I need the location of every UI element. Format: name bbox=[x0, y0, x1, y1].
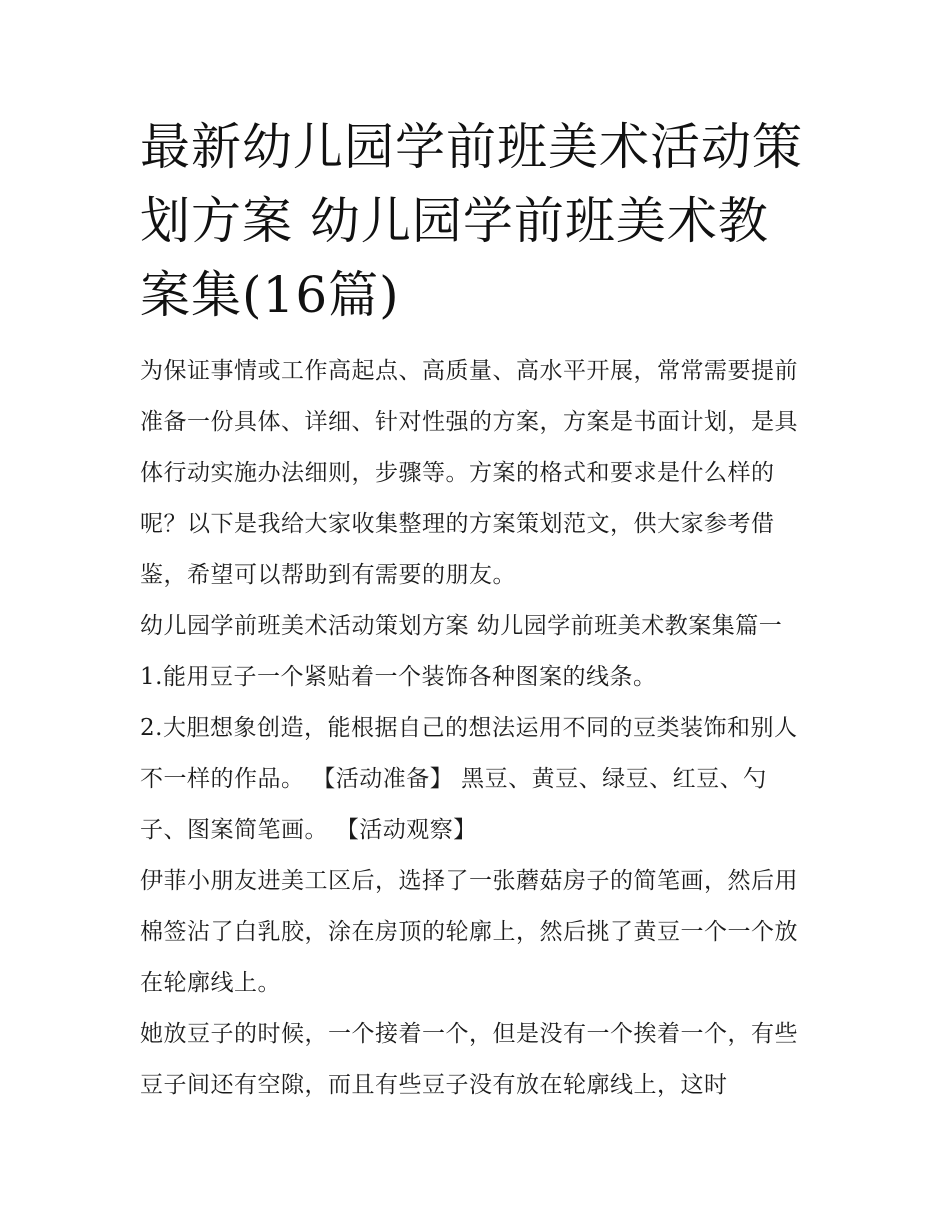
paragraph-section-heading: 幼儿园学前班美术活动策划方案 幼儿园学前班美术教案集篇一 1.能用豆子一个紧贴着一个装饰各种图案的线条。 bbox=[140, 613, 783, 690]
paragraph-goal-and-materials: 2.大胆想象创造，能根据自己的想法运用不同的豆类装饰和别人不一样的作品。 【活动准备】 黑豆、黄豆、绿豆、红豆、勺子、图案简笔画。 【活动观察】 bbox=[140, 715, 798, 843]
document-title: 最新幼儿园学前班美术活动策划方案 幼儿园学前班美术教案集(16篇) bbox=[140, 118, 803, 324]
paragraph-intro: 为保证事情或工作高起点、高质量、高水平开展，常常需要提前准备一份具体、详细、针对性强的方案，方案是书面计划，是具体行动实施办法细则，步骤等。方案的格式和要求是什么样的呢？以下是我给大家收集整理的方案策划范文，供大家参考借鉴，希望可以帮助到有需要的朋友。 bbox=[140, 358, 798, 588]
document-page bbox=[140, 110, 810, 1111]
document-body bbox=[140, 346, 810, 1111]
paragraph-observation-1: 伊菲小朋友进美工区后，选择了一张蘑菇房子的简笔画，然后用棉签沾了白乳胶，涂在房顶的轮廓上，然后挑了黄豆一个一个放在轮廓线上。 bbox=[140, 868, 798, 996]
paragraph-observation-2: 她放豆子的时候，一个接着一个，但是没有一个挨着一个，有些豆子间还有空隙，而且有些豆子没有放在轮廓线上，这时 bbox=[140, 1021, 798, 1098]
